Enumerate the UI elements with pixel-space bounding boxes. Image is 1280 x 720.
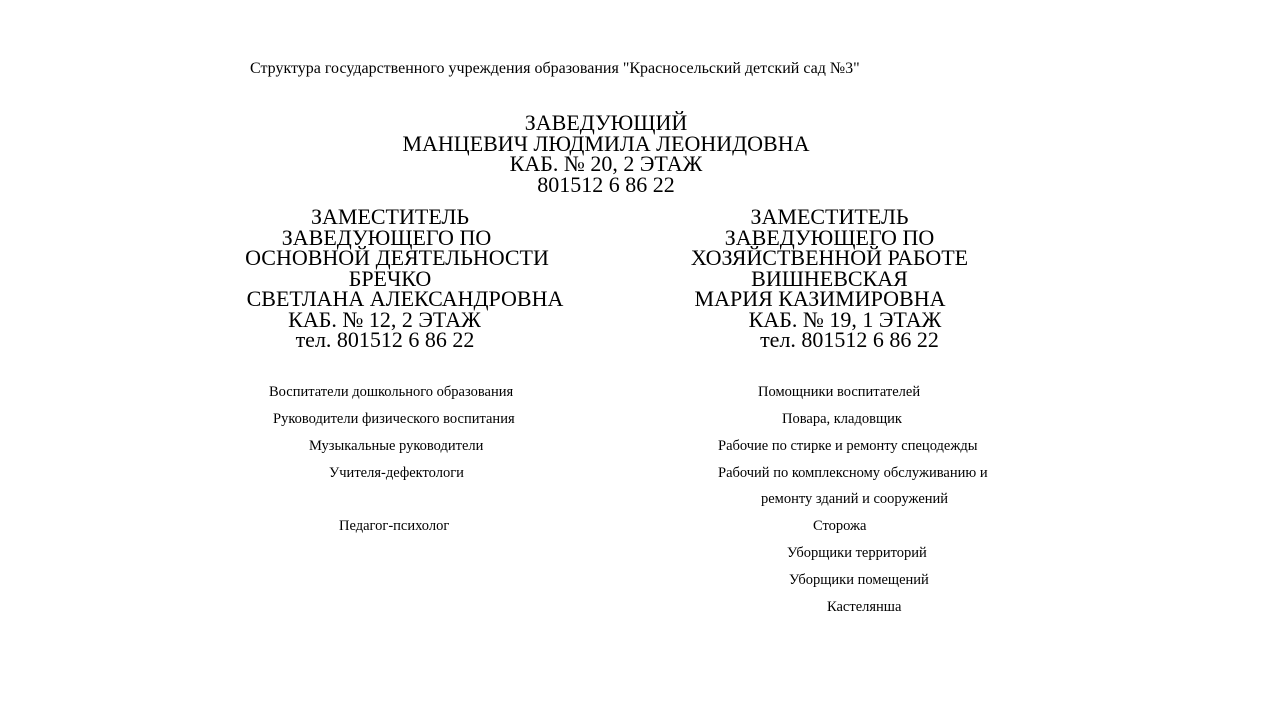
deputy-admin-line2: ЗАВЕДУЮЩЕГО ПО — [724, 224, 935, 250]
staff-item: Помощники воспитателей — [758, 384, 921, 400]
deputy-admin-office: КАБ. № 19, 1 ЭТАЖ — [748, 306, 942, 332]
deputy-admin-name: МАРИЯ КАЗИМИРОВНА — [694, 286, 946, 311]
staff-item: ремонту зданий и сооружений — [761, 491, 949, 507]
staff-item: Кастелянша — [827, 599, 902, 615]
head-phone: 801512 6 86 22 — [537, 171, 675, 197]
deputy-main-name: СВЕТЛАНА АЛЕКСАНДРОВНА — [246, 286, 564, 311]
deputy-main-phone: тел. 801512 6 86 22 — [295, 327, 475, 352]
deputy-main-line2: ЗАВЕДУЮЩЕГО ПО — [281, 224, 492, 250]
deputy-main-block — [200, 204, 600, 352]
deputy-main-line1: ЗАМЕСТИТЕЛЬ — [310, 204, 470, 229]
staff-item: Воспитатели дошкольного образования — [269, 384, 514, 400]
staff-item: Педагог-психолог — [339, 518, 450, 534]
staff-item: Рабочий по комплексному обслуживанию и — [718, 465, 988, 481]
deputy-main-surname: БРЕЧКО — [348, 265, 432, 291]
staff-item: Рабочие по стирке и ремонту спецодежды — [718, 438, 978, 454]
deputy-admin-phone: тел. 801512 6 86 22 — [760, 327, 939, 352]
staff-item: Уборщики территорий — [787, 545, 927, 561]
deputy-admin-line3: ХОЗЯЙСТВЕННОЙ РАБОТЕ — [690, 245, 969, 270]
staff-item: Учителя-дефектологи — [329, 465, 464, 481]
deputy-admin-surname: ВИШНЕВСКАЯ — [751, 265, 908, 291]
staff-item: Уборщики помещений — [789, 572, 929, 588]
head-name: МАНЦЕВИЧ ЛЮДМИЛА ЛЕОНИДОВНА — [402, 130, 810, 156]
deputy-admin-line1: ЗАМЕСТИТЕЛЬ — [750, 204, 909, 229]
staff-item: Повара, кладовщик — [782, 411, 902, 427]
staff-item: Музыкальные руководители — [309, 438, 484, 454]
staff-item: Руководители физического воспитания — [273, 411, 515, 427]
head-position: ЗАВЕДУЮЩИЙ — [524, 110, 688, 135]
deputy-admin-block — [660, 204, 1040, 352]
deputy-main-office: КАБ. № 12, 2 ЭТАЖ — [288, 306, 481, 332]
staff-item: Сторожа — [813, 518, 867, 534]
head-block — [340, 110, 872, 197]
deputy-main-line3: ОСНОВНОЙ ДЕЯТЕЛЬНОСТИ — [245, 245, 549, 270]
page-title: Структура государственного учреждения образования "Красносельский детский сад №3" — [250, 60, 860, 77]
head-office: КАБ. № 20, 2 ЭТАЖ — [509, 151, 703, 176]
